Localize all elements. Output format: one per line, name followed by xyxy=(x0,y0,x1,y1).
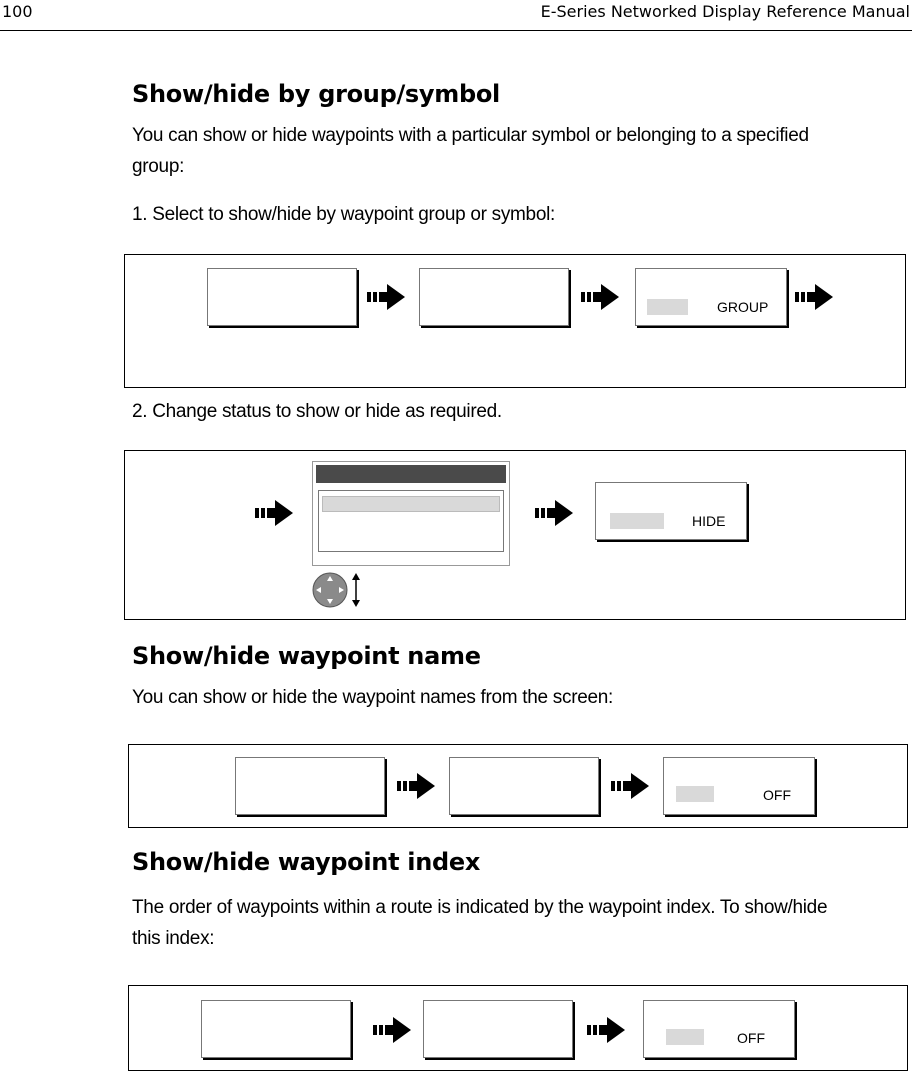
waypoint-index-panel xyxy=(128,985,908,1071)
softkey-1[interactable] xyxy=(201,1000,351,1058)
heading-waypoint-index: Show/hide waypoint index xyxy=(132,848,481,876)
softkey-name-toggle[interactable] xyxy=(663,757,815,815)
dashed-right-arrow-icon xyxy=(253,499,297,527)
softkey-slot xyxy=(666,1029,704,1045)
waypoint-name-panel xyxy=(128,744,908,828)
softkey-value-off: OFF xyxy=(763,787,791,803)
softkey-2[interactable] xyxy=(419,268,569,326)
softkey-value-hide: HIDE xyxy=(692,513,726,529)
intro-group-symbol-line1: You can show or hide waypoints with a particular symbol or belonging to a specified xyxy=(132,125,809,146)
dashed-right-arrow-icon xyxy=(533,499,577,527)
selection-list-dialog xyxy=(312,461,510,566)
list-box xyxy=(318,490,504,552)
step2-text: 2. Change status to show or hide as required. xyxy=(132,401,502,422)
dialog-titlebar xyxy=(316,465,506,483)
up-down-arrow-icon xyxy=(349,572,363,608)
page-number: 100 xyxy=(2,2,33,21)
step2-panel xyxy=(124,450,906,620)
softkey-2[interactable] xyxy=(423,1000,573,1058)
heading-group-symbol: Show/hide by group/symbol xyxy=(132,80,500,108)
dashed-right-arrow-icon xyxy=(609,772,653,800)
intro-waypoint-index-line1: The order of waypoints within a route is indicated by the waypoint index. To show/hide xyxy=(132,897,828,918)
header-rule xyxy=(0,30,912,31)
softkey-slot xyxy=(647,299,688,315)
dashed-right-arrow-icon xyxy=(579,283,623,311)
step1-text: 1. Select to show/hide by waypoint group or symbol: xyxy=(132,204,555,225)
dashed-right-arrow-icon xyxy=(793,283,837,311)
softkey-hide[interactable] xyxy=(595,482,747,540)
softkey-1[interactable] xyxy=(207,268,357,326)
softkey-2[interactable] xyxy=(449,757,599,815)
softkey-slot xyxy=(610,513,664,529)
softkey-value-off: OFF xyxy=(737,1030,765,1046)
softkey-1[interactable] xyxy=(235,757,385,815)
intro-group-symbol-line2: group: xyxy=(132,156,185,177)
running-title: E-Series Networked Display Reference Manual xyxy=(540,2,910,21)
intro-waypoint-name: You can show or hide the waypoint names from the screen: xyxy=(132,687,614,708)
dashed-right-arrow-icon xyxy=(395,772,439,800)
list-item-selected[interactable] xyxy=(322,496,500,512)
softkey-value-group: GROUP xyxy=(717,299,769,315)
intro-waypoint-index-line2: this index: xyxy=(132,928,215,949)
softkey-index-toggle[interactable] xyxy=(643,1000,795,1058)
softkey-group[interactable] xyxy=(635,268,787,326)
dashed-right-arrow-icon xyxy=(585,1016,629,1044)
softkey-slot xyxy=(676,786,714,802)
heading-waypoint-name: Show/hide waypoint name xyxy=(132,642,481,670)
step1-panel xyxy=(124,254,906,388)
trackpad-icon[interactable] xyxy=(312,572,348,608)
dashed-right-arrow-icon xyxy=(371,1016,415,1044)
dashed-right-arrow-icon xyxy=(365,283,409,311)
